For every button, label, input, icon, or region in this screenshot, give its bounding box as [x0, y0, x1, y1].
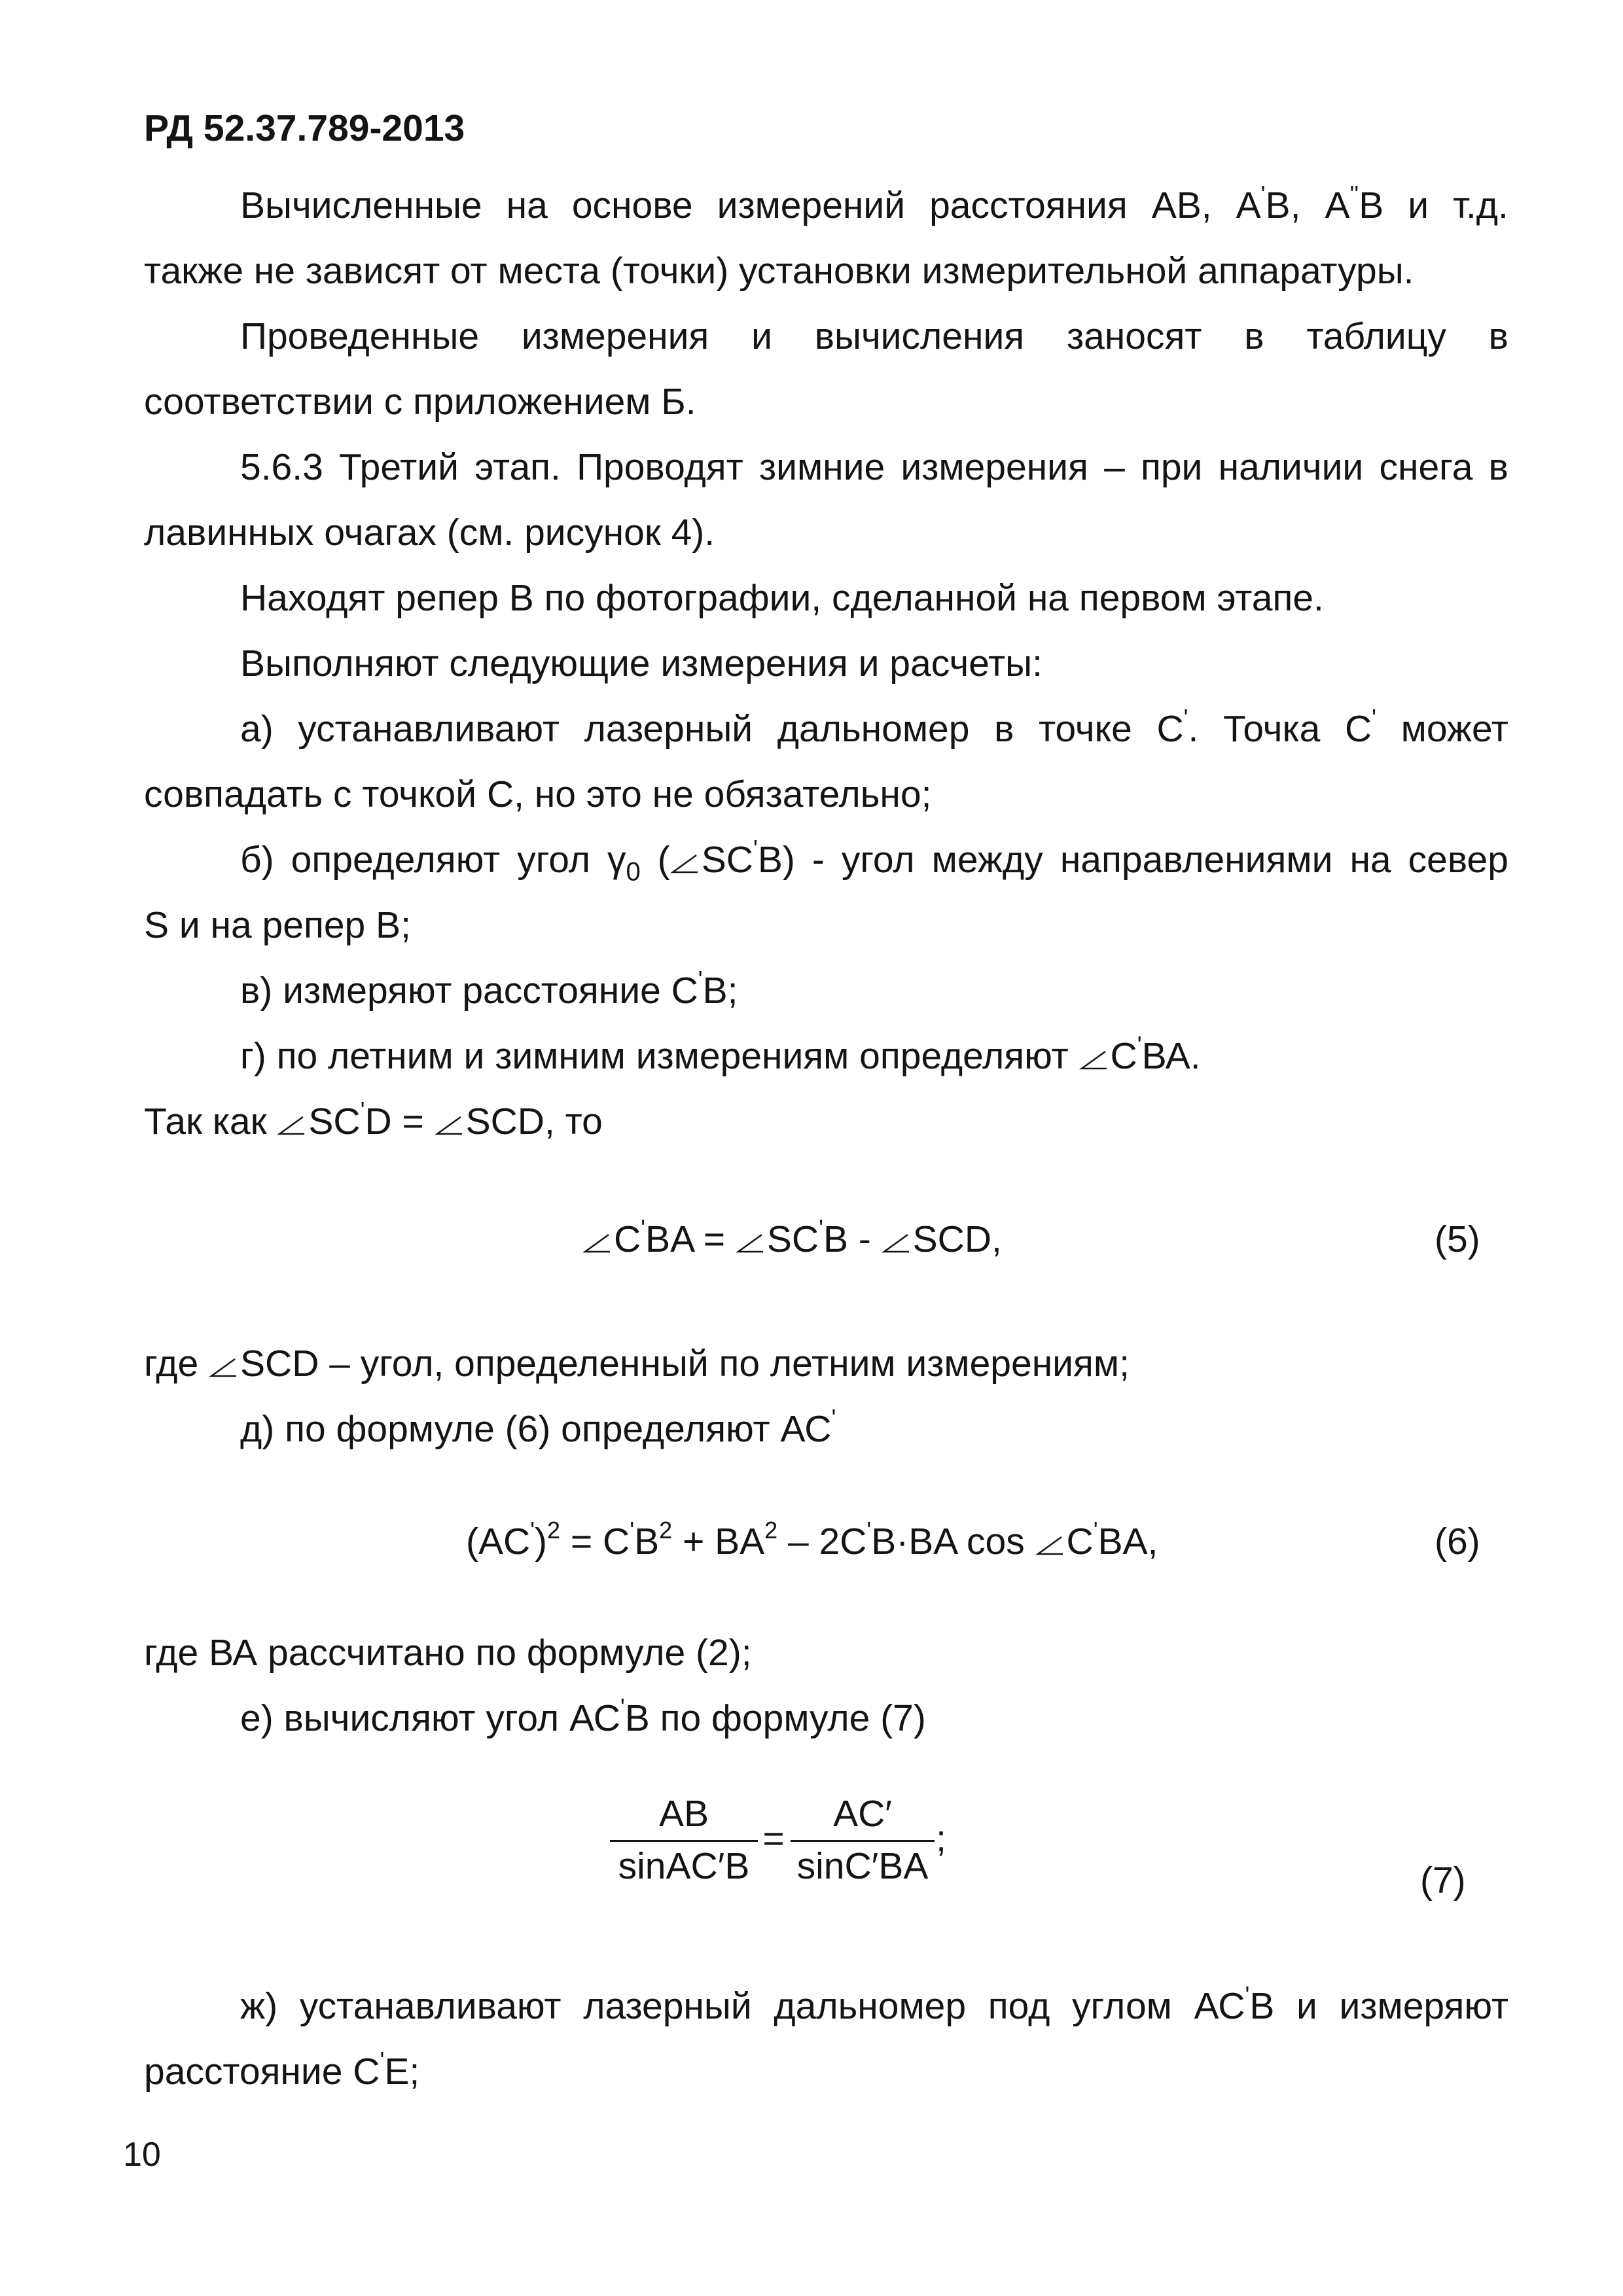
- item-b-line-2: S и на репер В;: [144, 904, 411, 946]
- item-d: д) по формуле (6) определяют АС': [240, 1404, 836, 1450]
- angle-icon: [582, 1231, 611, 1254]
- paragraph-3-line-2: лавинных очагах (см. рисунок 4).: [144, 512, 715, 554]
- equation-7-denominator-2: sinC′BA: [796, 1845, 929, 1887]
- paragraph-4: Находят репер В по фотографии, сделанной на первом этапе.: [240, 577, 1324, 619]
- angle-icon: [435, 1113, 463, 1137]
- item-zh-line-2: расстояние С'Е;: [144, 2047, 420, 2093]
- equation-7-number: (7): [1420, 1860, 1466, 1901]
- angle-icon: [1035, 1533, 1064, 1557]
- paragraph-1-line-1: Вычисленные на основе измерений расстояния АВ, А'В, А''В и т.д.: [240, 181, 1508, 226]
- paragraph-1-line-2: также не зависят от места (точки) установки измерительной аппаратуры.: [144, 250, 1414, 292]
- item-a-line-2: совпадать с точкой С, но это не обязательно;: [144, 773, 932, 815]
- equation-7-bar-1: [610, 1840, 758, 1842]
- equation-5: C'BA = SC'B - SCD,: [582, 1216, 1002, 1263]
- angle-icon: [882, 1231, 910, 1254]
- equation-7-numerator-2: AC′: [833, 1793, 892, 1835]
- paragraph-2-line-1: Проведенные измерения и вычисления заносят в таблицу в: [240, 315, 1508, 357]
- angle-icon: [209, 1355, 238, 1379]
- document-header: РД 52.37.789-2013: [144, 107, 465, 149]
- page-number: 10: [123, 2136, 161, 2174]
- paragraph-5: Выполняют следующие измерения и расчеты:: [240, 643, 1043, 684]
- item-zh-line-1: ж) устанавливают лазерный дальномер под углом АС'В и измеряют: [240, 1981, 1508, 2027]
- where-5: где SCD – угол, определенный по летним измерениям;: [144, 1343, 1130, 1385]
- where-6: где ВА рассчитано по формуле (2);: [144, 1632, 752, 1674]
- equation-7-semicolon: ;: [936, 1818, 946, 1860]
- since-line: Так как SC'D = SCD, то: [144, 1097, 603, 1142]
- equation-6: $(AC')^2 = C'B^2 + BA^2 - 2C'B\cdot BA$ cos C'BA,: [466, 1517, 1158, 1563]
- item-v: в) измеряют расстояние С'В;: [240, 966, 738, 1012]
- angle-icon: [670, 851, 699, 875]
- item-g: г) по летним и зимним измерениям определяют С'ВА.: [240, 1031, 1201, 1077]
- equation-6-number: (6): [1435, 1521, 1480, 1563]
- angle-icon: [736, 1231, 764, 1254]
- equation-7-numerator-1: AB: [658, 1793, 709, 1835]
- item-b-line-1: б) определяют угол $\gamma_0$ ( SC'B) - угол между направлениями на север: [240, 835, 1508, 887]
- angle-icon: [277, 1113, 306, 1137]
- equation-7-bar-2: [791, 1840, 935, 1842]
- item-a-line-1: а) устанавливают лазерный дальномер в точке С'. Точка С' может: [240, 704, 1508, 750]
- equation-7-equals: =: [762, 1818, 785, 1860]
- paragraph-3-line-1: 5.6.3 Третий этап. Проводят зимние измерения – при наличии снега в: [240, 446, 1508, 488]
- angle-icon: [1079, 1048, 1108, 1071]
- equation-5-number: (5): [1435, 1218, 1480, 1260]
- equation-7-denominator-1: sinAC′B: [618, 1845, 750, 1887]
- item-e: е) вычисляют угол АС'В по формуле (7): [240, 1693, 926, 1739]
- equation-7: [609, 1793, 975, 1911]
- paragraph-2-line-2: соответствии с приложением Б.: [144, 381, 696, 423]
